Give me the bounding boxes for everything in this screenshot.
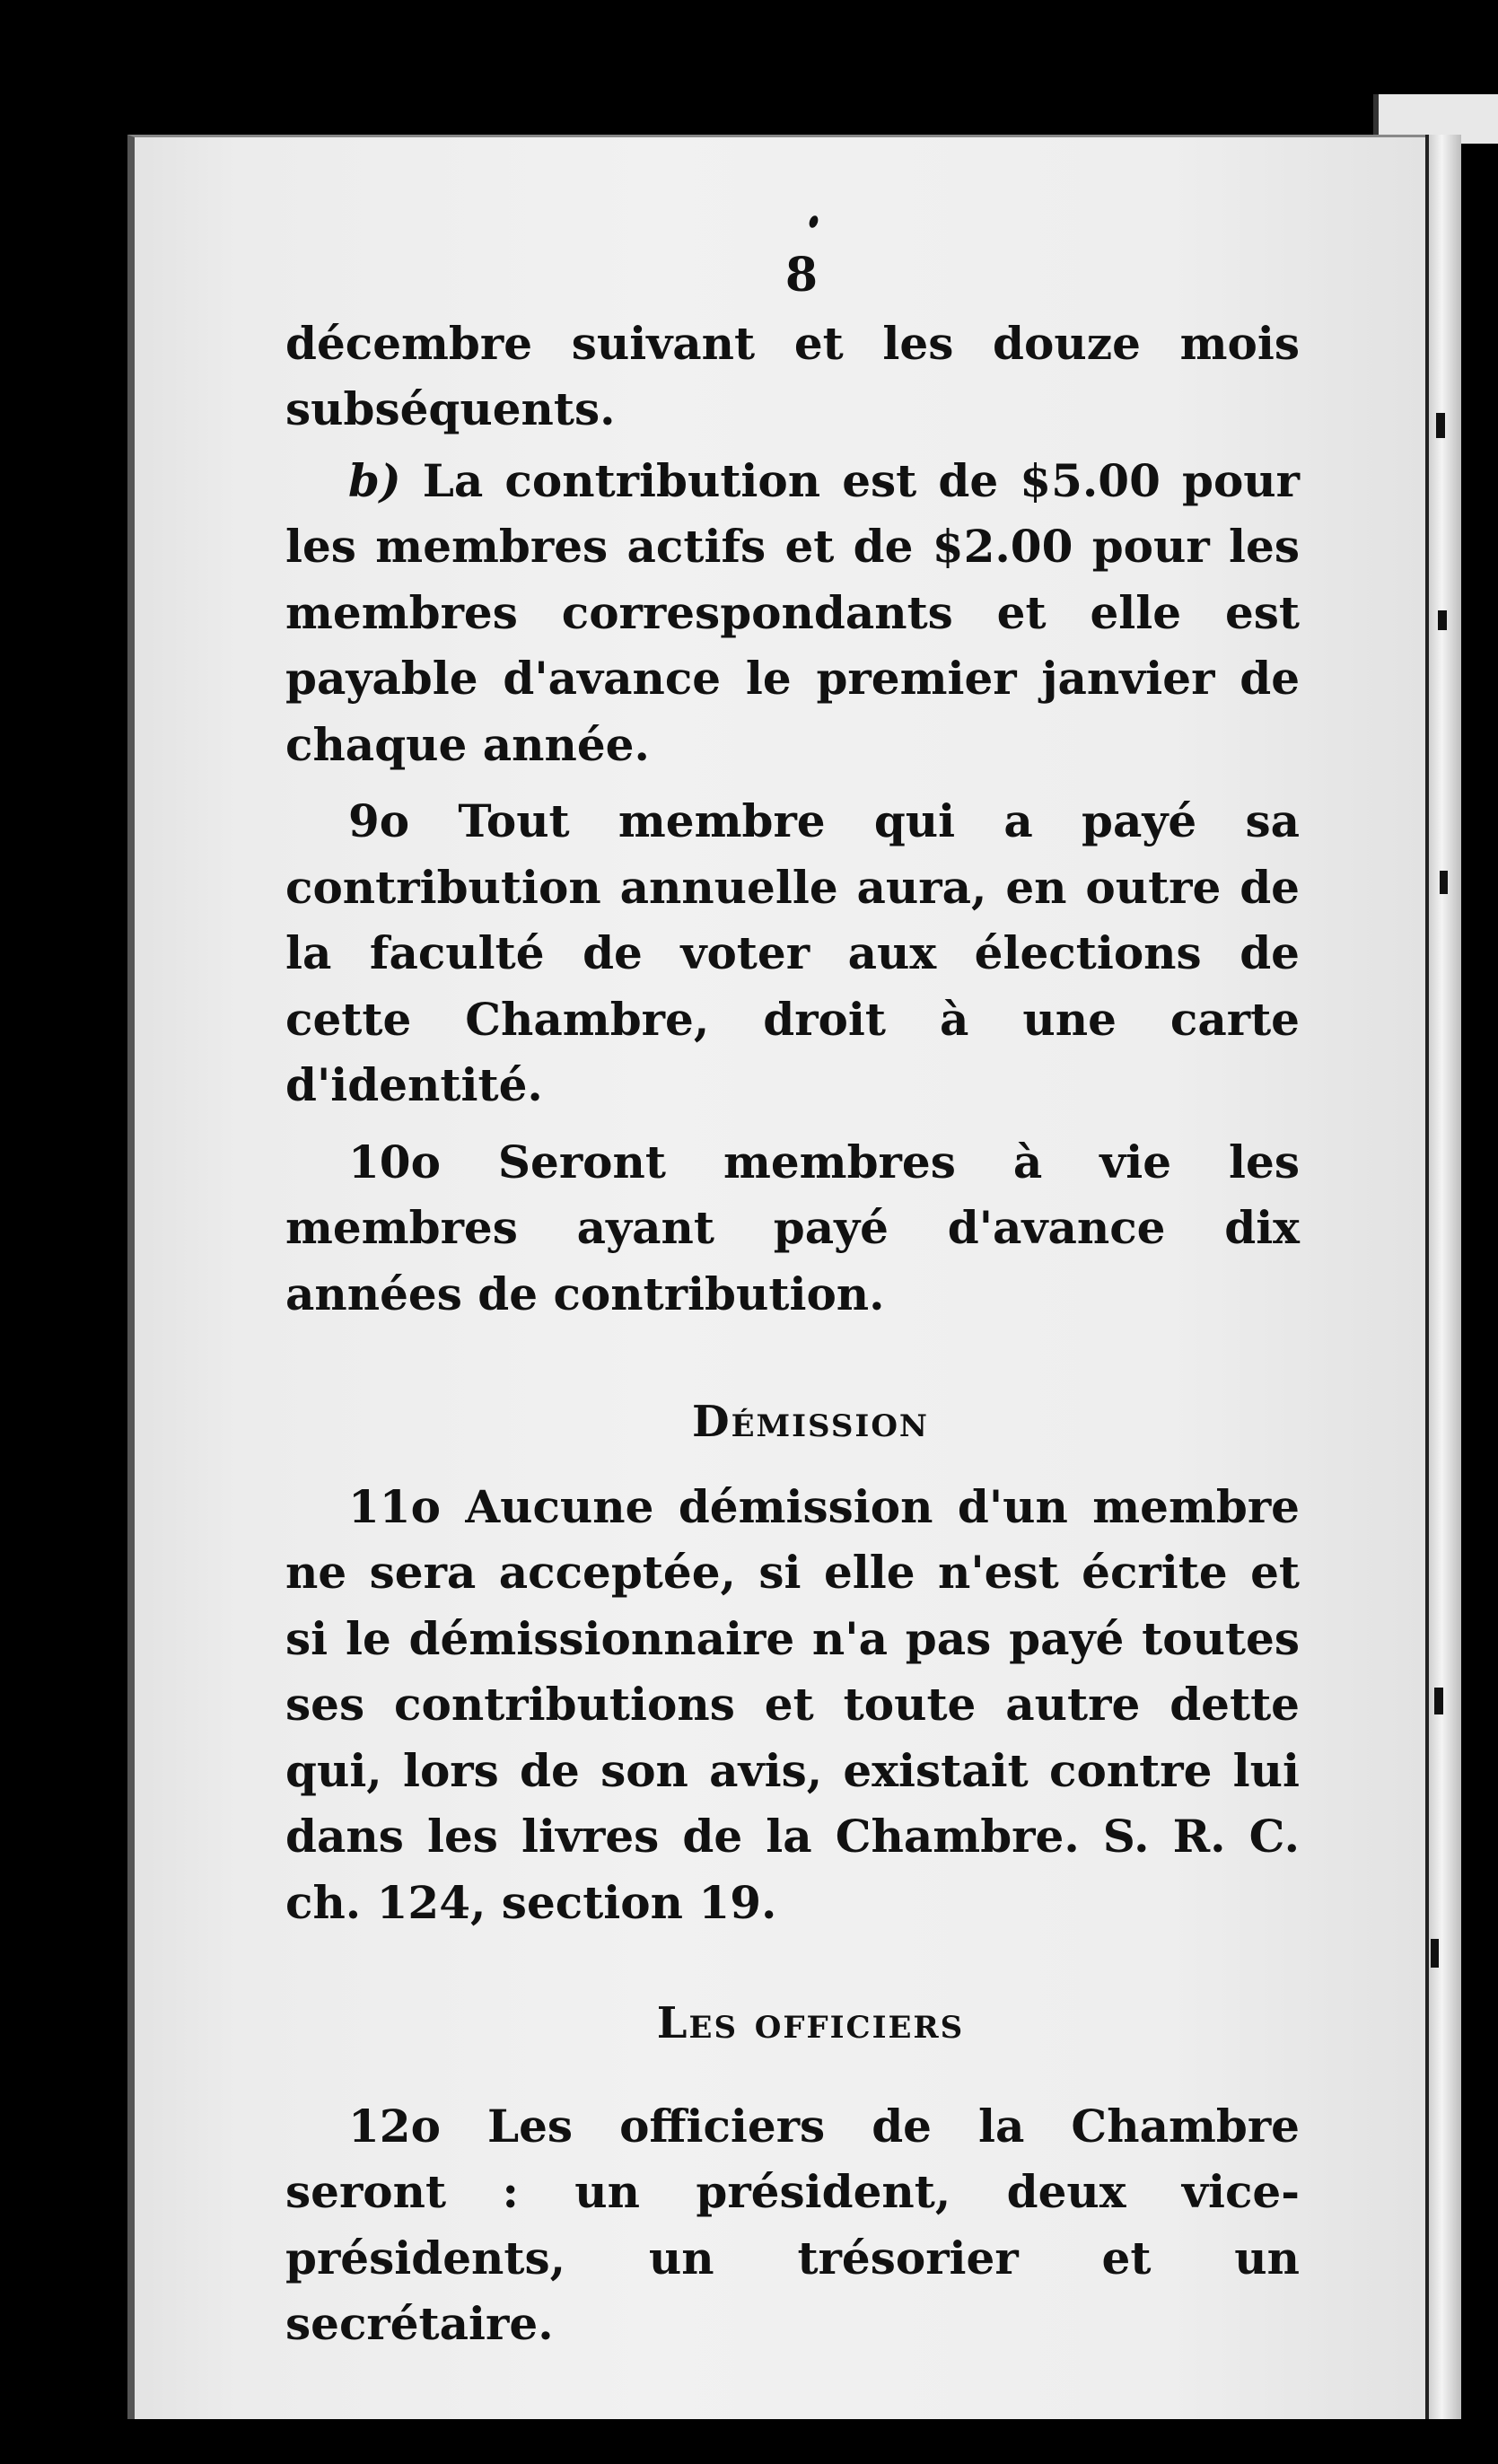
paragraph-b-label: b) [348, 453, 401, 507]
margin-speck [1436, 413, 1445, 438]
heading-demission: Démission [691, 1397, 930, 1447]
margin-speck [1438, 610, 1447, 630]
paragraph-b [285, 448, 1300, 778]
margin-speck [1434, 1688, 1443, 1714]
margin-speck [1440, 871, 1448, 894]
paragraph-9: 9o Tout membre qui a payé sa contribution annuelle aura, en outre de la faculté de voter aux élections de cette Chambre, droit à une carte d'identité. [285, 794, 1300, 1111]
page-text [285, 242, 1300, 2357]
paragraph-10: 10o Seront membres à vie les membres ayant payé d'avance dix années de contribution. [285, 1135, 1300, 1320]
book-spine-edge [1425, 135, 1461, 2419]
heading-officiers: Les officiers [656, 1998, 965, 2048]
paragraph-continuation: décembre suivant et les douze mois subséquents. [285, 316, 1300, 435]
page-number: 8 [784, 248, 819, 303]
paragraph-11: 11o Aucune démission d'un membre ne sera acceptée, si elle n'est écrite et si le démissionnaire n'a pas payé toutes ses contributions et toute autre dette qui, lors de son avis, existait contre lui dans les livres de la Chambre. S. R. C. ch. 124, section 19. [285, 1479, 1300, 1929]
margin-speck [1431, 1939, 1439, 1968]
paragraph-b-text: La contribution est de $5.00 pour les membres actifs et de $2.00 pour les membres correspondants et elle est payable d'avance le premier janvier de chaque année. [285, 453, 1300, 771]
paragraph-12: 12o Les officiers de la Chambre seront : un président, deux vice-présidents, un trésorier et un secrétaire. [285, 2099, 1300, 2350]
